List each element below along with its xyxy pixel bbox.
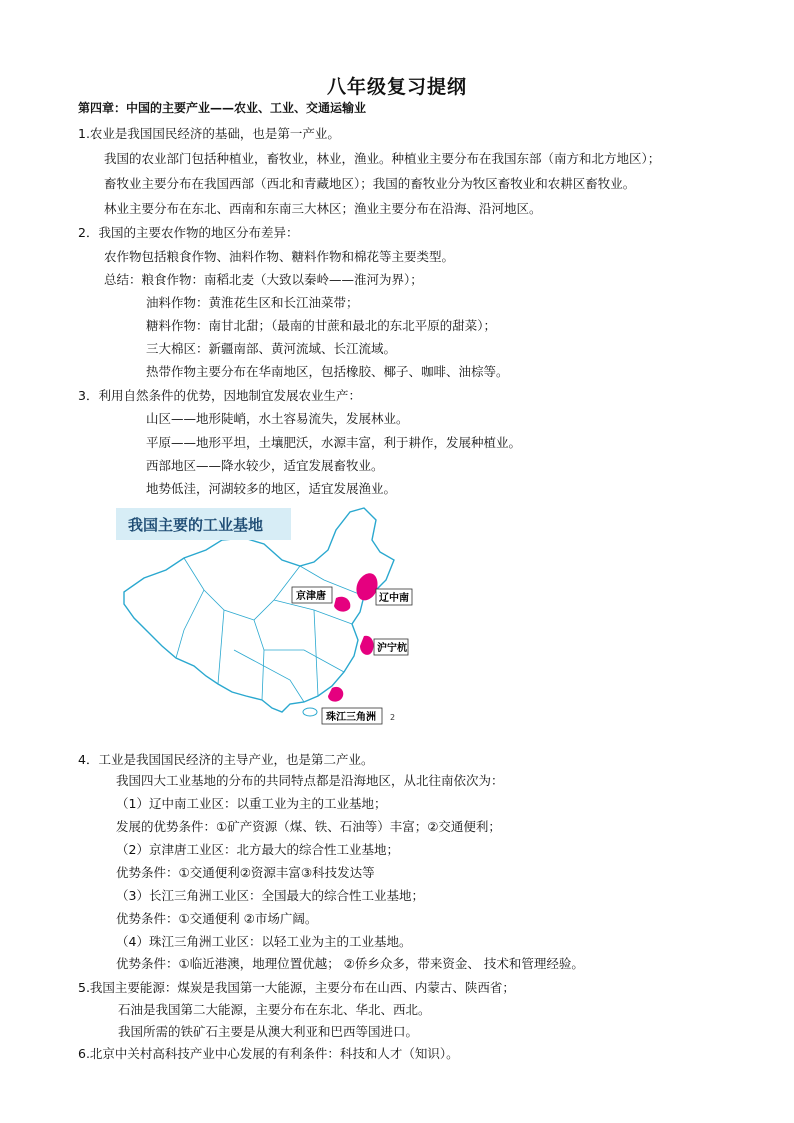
map-title: 我国主要的工业基地 (128, 516, 264, 534)
label-liaozhongnan: 辽中南 (379, 593, 409, 604)
huninghang-region (360, 636, 374, 655)
page-title: 八年级复习提纲 (326, 76, 467, 98)
text-line: 优势条件：①交通便利 ②市场广阔。 (116, 911, 318, 926)
text-line: 5.我国主要能源：煤炭是我国第一大能源，主要分布在山西、内蒙古、陕西省； (78, 980, 515, 995)
industrial-bases-map (114, 500, 409, 725)
text-line: （1）辽中南工业区：以重工业为主的工业基地； (116, 796, 387, 811)
text-line: （3）长江三角洲工业区：全国最大的综合性工业基地； (116, 888, 424, 903)
text-line: 我国所需的铁矿石主要是从澳大利亚和巴西等国进口。 (118, 1024, 419, 1039)
text-line: 油料作物：黄淮花生区和长江油菜带； (146, 295, 359, 310)
text-line: 2．我国的主要农作物的地区分布差异： (78, 225, 299, 240)
text-line: 1.农业是我国国民经济的基础，也是第一产业。 (78, 126, 340, 141)
zhujiang-region (328, 687, 343, 702)
text-line: 热带作物主要分布在华南地区，包括橡胶、椰子、咖啡、油棕等。 (146, 364, 509, 379)
map-corner-number: 2 (390, 713, 396, 722)
text-line: 林业主要分布在东北、西南和东南三大林区；渔业主要分布在沿海、沿河地区。 (104, 201, 542, 216)
text-line: 畜牧业主要分布在我国西部（西北和青藏地区）；我国的畜牧业分为牧区畜牧业和农耕区畜牧业。 (104, 176, 636, 191)
text-line: 山区——地形陡峭，水土容易流失，发展林业。 (146, 411, 409, 426)
text-line: 3．利用自然条件的优势，因地制宜发展农业生产： (78, 388, 361, 403)
text-line: 地势低洼，河湖较多的地区，适宜发展渔业。 (146, 481, 397, 496)
text-line: 糖料作物：南甘北甜；（最南的甘蔗和最北的东北平原的甜菜）； (146, 318, 497, 333)
label-zhujiang: 珠江三角洲 (326, 712, 376, 723)
text-line: （2）京津唐工业区：北方最大的综合性工业基地； (116, 842, 399, 857)
text-line: 4．工业是我国国民经济的主导产业，也是第二产业。 (78, 752, 374, 767)
text-line: 农作物包括粮食作物、油料作物、糖料作物和棉花等主要类型。 (104, 249, 455, 264)
text-line: 优势条件：①临近港澳，地理位置优越； ②侨乡众多，带来资金、 技术和管理经验。 (116, 956, 584, 971)
text-line: 我国四大工业基地的分布的共同特点都是沿海地区，从北往南依次为： (116, 773, 504, 788)
hainan-island (303, 708, 317, 716)
text-line: 平原——地形平坦，土壤肥沃，水源丰富，利于耕作，发展种植业。 (146, 435, 522, 450)
text-line: 6.北京中关村高科技产业中心发展的有利条件：科技和人才（知识）。 (78, 1046, 459, 1061)
text-line: 西部地区——降水较少，适宜发展畜牧业。 (146, 458, 384, 473)
text-line: 我国的农业部门包括种植业，畜牧业，林业，渔业。种植业主要分布在我国东部（南方和北方地区）； (104, 151, 661, 166)
text-line: 优势条件：①交通便利②资源丰富③科技发达等 (116, 865, 375, 880)
text-line: 发展的优势条件：①矿产资源（煤、铁、石油等）丰富；②交通便利； (116, 819, 501, 834)
label-jingjintang: 京津唐 (296, 591, 326, 602)
text-line: 总结：粮食作物：南稻北麦（大致以秦岭——淮河为界）； (104, 272, 423, 287)
label-huninghang: 沪宁杭 (377, 643, 407, 654)
text-line: 石油是我国第二大能源，主要分布在东北、华北、西北。 (118, 1002, 431, 1017)
text-line: 三大棉区：新疆南部、黄河流域、长江流域。 (146, 341, 397, 356)
chapter-heading: 第四章：中国的主要产业——农业、工业、交通运输业 (78, 101, 367, 115)
text-line: （4）珠江三角洲工业区：以轻工业为主的工业基地。 (116, 934, 412, 949)
